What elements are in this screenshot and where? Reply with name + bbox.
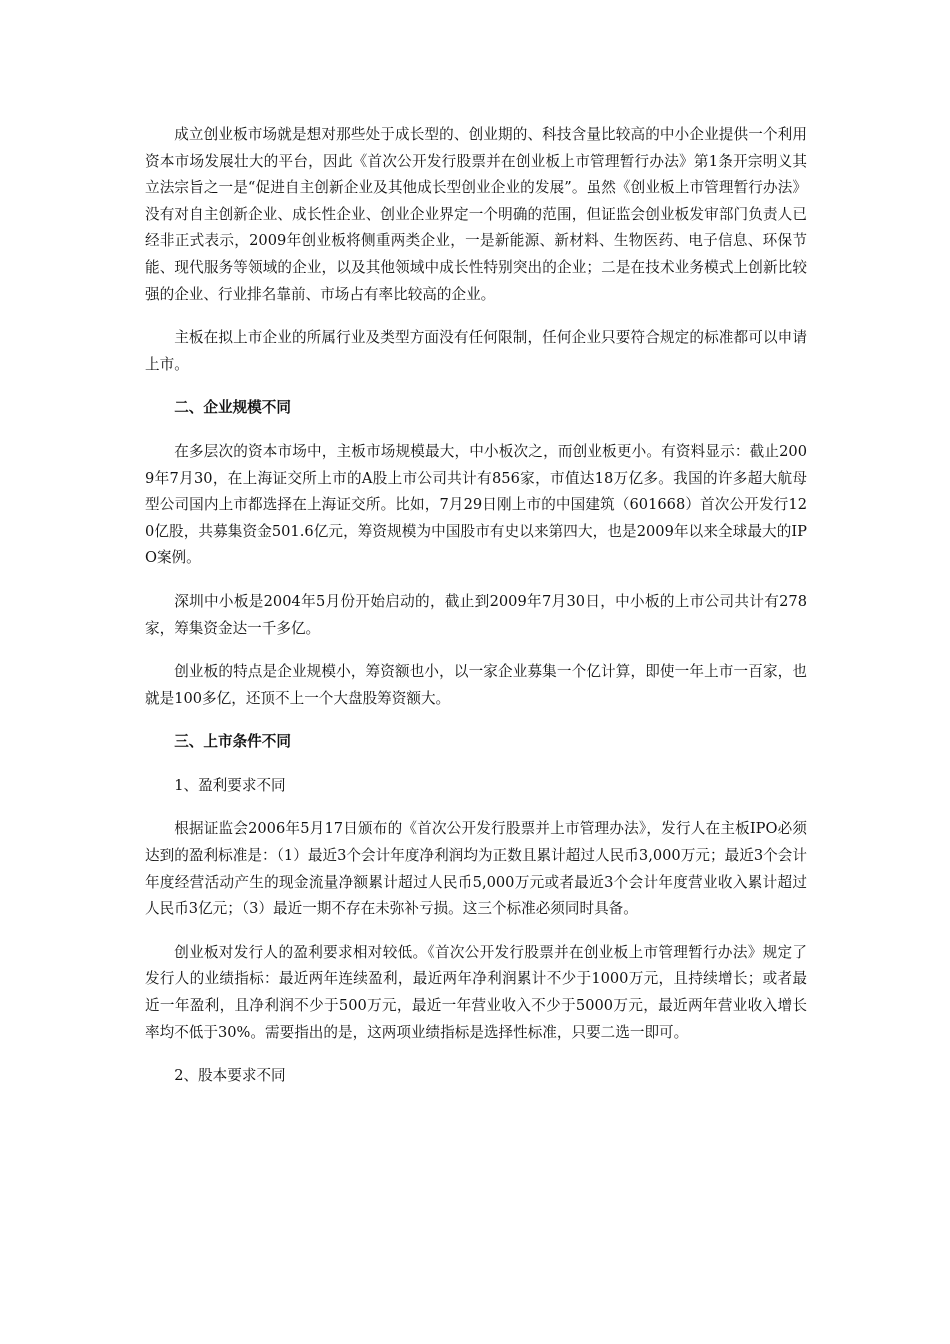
paragraph-chinext-positioning: 成立创业板市场就是想对那些处于成长型的、创业期的、科技含量比较高的中小企业提供一个利用资本市场发展壮大的平台，因此《首次公开发行股票并在创业板上市管理暂行办法》第1条开宗明义其立法宗旨之一是“促进自主创新企业及其他成长型创业企业的发展”。虽然《创业板上市管理暂行办法》没有对自主创新企业、成长性企业、创业企业界定一个明确的范围，但证监会创业板发审部门负责人已经非正式表示，2009年创业板将侧重两类企业，一是新能源、新材料、生物医药、电子信息、环保节能、现代服务等领域的企业，以及其他领域中成长性特别突出的企业；二是在技术业务模式上创新比较强的企业、行业排名靠前、市场占有率比较高的企业。 bbox=[145, 126, 807, 303]
subheading-profit-requirements: 1、盈利要求不同 bbox=[174, 776, 286, 794]
paragraph-chinext-scale: 创业板的特点是企业规模小，筹资额也小，以一家企业募集一个亿计算，即使一年上市一百家，也就是100多亿，还顶不上一个大盘股筹资额大。 bbox=[145, 663, 807, 707]
document-page bbox=[145, 122, 807, 1107]
paragraph-main-board-profit: 根据证监会2006年5月17日颁布的《首次公开发行股票并上市管理办法》，发行人在主板IPO必须达到的盈利标准是：（1）最近3个会计年度净利润均为正数且累计超过人民币3,000万元；最近3个会计年度经营活动产生的现金流量净额累计超过人民币5,000万元或者最近3个会计年度营业收入累计超过人民币3亿元；（3）最近一期不存在未弥补亏损。这三个标准必须同时具备。 bbox=[145, 820, 807, 918]
paragraph-chinext-profit: 创业板对发行人的盈利要求相对较低。《首次公开发行股票并在创业板上市管理暂行办法》规定了发行人的业绩指标：最近两年连续盈利，最近两年净利润累计不少于1000万元，且持续增长；或者最近一年盈利，且净利润不少于500万元，最近一年营业收入不少于5000万元，最近两年营业收入增长率均不低于30%。需要指出的是，这两项业绩指标是选择性标准，只要二选一即可。 bbox=[145, 943, 807, 1041]
paragraph-market-scale: 在多层次的资本市场中，主板市场规模最大，中小板次之，而创业板更小。有资料显示：截止2009年7月30，在上海证交所上市的A股上市公司共计有856家，市值达18万亿多。我国的许多超大航母型公司国内上市都选择在上海证交所。比如，7月29日刚上市的中国建筑（601668）首次公开发行120亿股，共募集资金501.6亿元，筹资规模为中国股市有史以来第四大，也是2009年以来全球最大的IPO案例。 bbox=[145, 442, 807, 567]
section-heading-listing-conditions: 三、上市条件不同 bbox=[174, 733, 291, 751]
paragraph-sme-board: 深圳中小板是2004年5月份开始启动的，截止到2009年7月30日，中小板的上市公司共计有278家，筹集资金达一千多亿。 bbox=[145, 592, 807, 637]
paragraph-main-board-industry: 主板在拟上市企业的所属行业及类型方面没有任何限制，任何企业只要符合规定的标准都可以申请上市。 bbox=[145, 329, 807, 373]
subheading-share-capital-requirements: 2、股本要求不同 bbox=[174, 1067, 286, 1085]
section-heading-enterprise-scale: 二、企业规模不同 bbox=[174, 399, 291, 417]
